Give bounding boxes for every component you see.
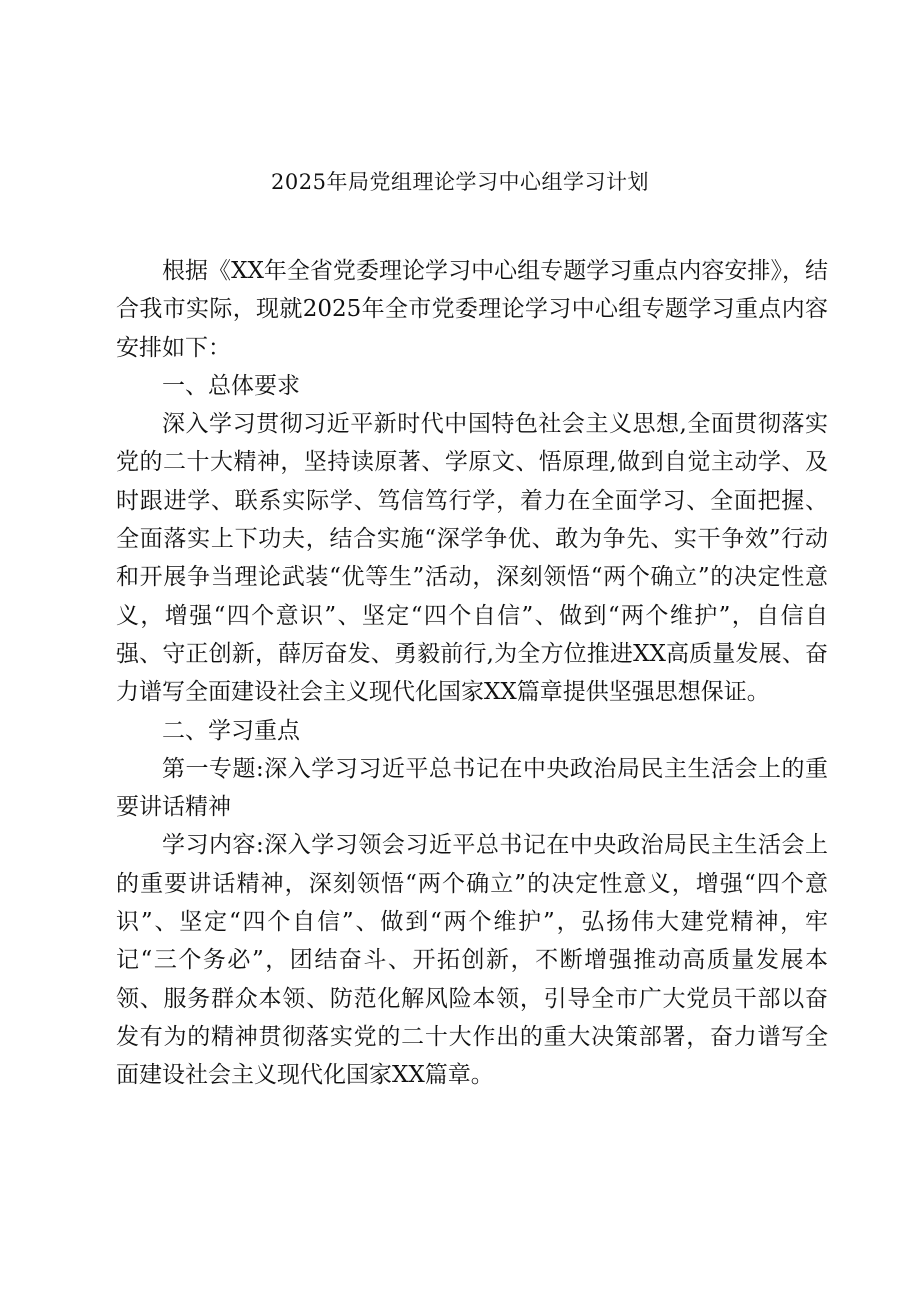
topic-one-heading: 第一专题:深入学习习近平总书记在中央政治局民主生活会上的重要讲话精神 [116, 755, 828, 821]
document-title: 2025年局党组理论学习中心组学习计划 [271, 170, 649, 194]
paragraph-general-requirements: 深入学习贯彻习近平新时代中国特色社会主义思想,全面贯彻落实党的二十大精神，坚持读原著、学原文、悟原理,做到自觉主动学、及时跟进学、联系实际学、笃信笃行学，着力在全面学习、全面把握、全面落实上下功夫，结合实施“深学争优、敢为争先、实干争效”行动和开展争当理论武装“优等生”活动，深刻领悟“两个确立”的决定性意义，增强“四个意识”、坚定“四个自信”、做到“两个维护”，自信自强、守正创新，薛厉奋发、勇毅前行,为全方位推进XX高质量发展、奋力谱写全面建设社会主义现代化国家XX篇章提供坚强思想保证。 [116, 411, 828, 706]
paragraph-intro: 根据《XX年全省党委理论学习中心组专题学习重点内容安排》，结合我市实际，现就2025年全市党委理论学习中心组专题学习重点内容安排如下： [116, 258, 828, 361]
section-heading-general-requirements: 一、总体要求 [162, 372, 300, 399]
section-heading-study-focus: 二、学习重点 [162, 717, 300, 744]
paragraph-topic-one-content: 学习内容:深入学习领会习近平总书记在中央政治局民主生活会上的重要讲话精神，深刻领悟“两个确立”的决定性意义，增强“四个意识”、坚定“四个自信”、做到“两个维护”，弘扬伟大建党精神，牢记“三个务必”，团结奋斗、开拓创新，不断增强推动高质量发展本领、服务群众本领、防范化解风险本领，引导全市广大党员干部以奋发有为的精神贯彻落实党的二十大作出的重大决策部署，奋力谱写全面建设社会主义现代化国家XX篇章。 [116, 832, 828, 1089]
document-body [116, 252, 828, 1095]
